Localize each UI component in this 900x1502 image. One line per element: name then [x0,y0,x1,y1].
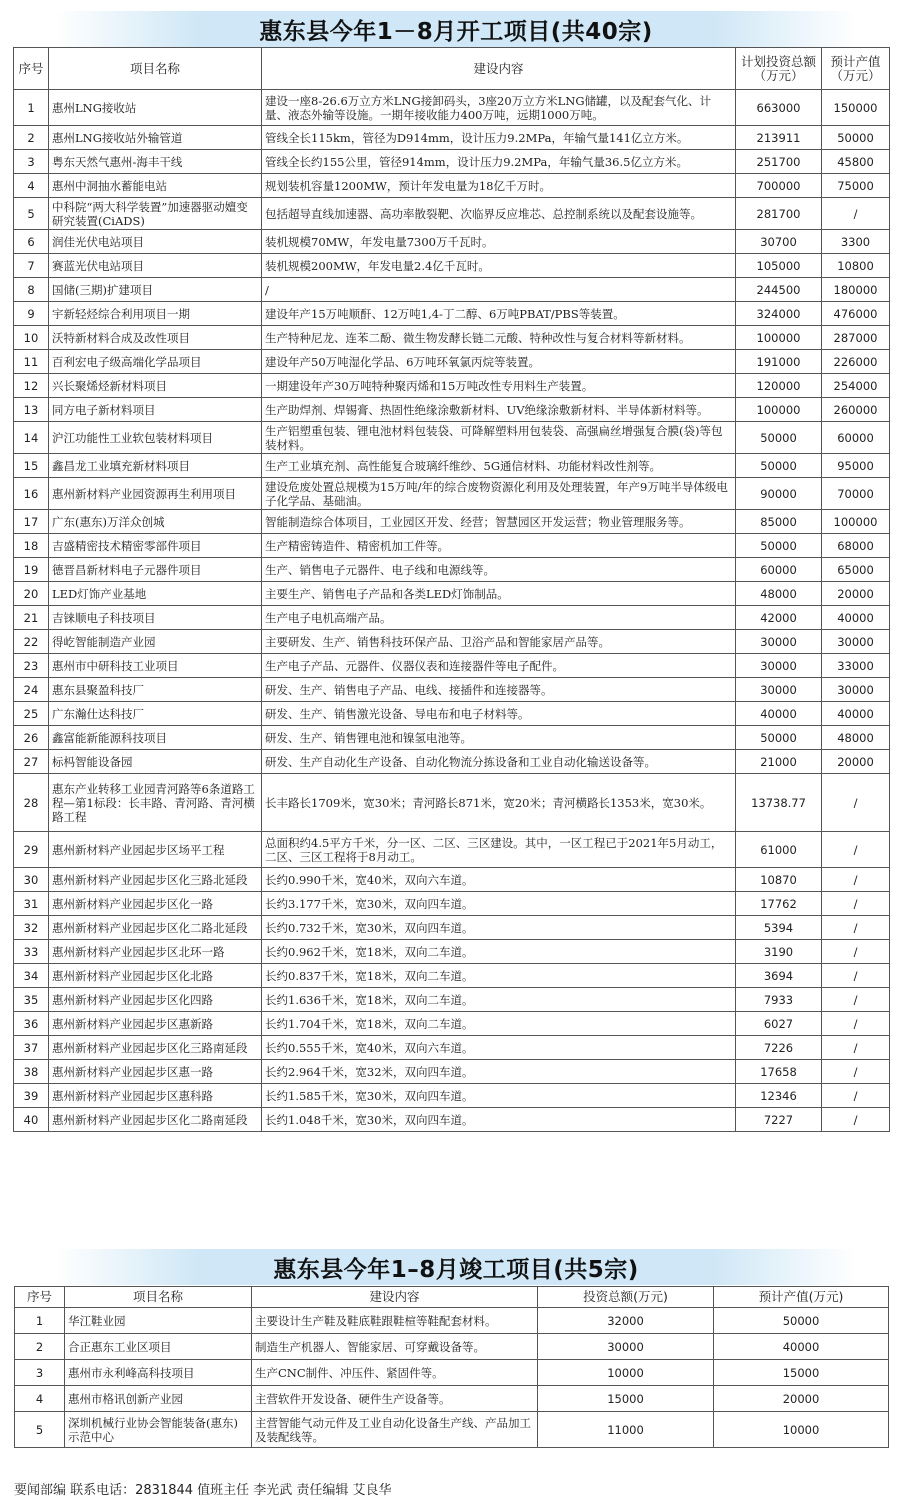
construction-content: 生产电子电机高端产品。 [262,606,736,630]
investment-value: 10870 [736,868,822,892]
construction-content: 总面积约4.5平方千米，分一区、二区、三区建设。其中，一区工程已于2021年5月动工，二区、三区工程将于8月动工。 [262,832,736,868]
output-value: 70000 [822,478,890,510]
investment-value: 10000 [538,1360,714,1386]
row-number: 20 [14,582,49,606]
construction-content: 主营软件开发设备、硬件生产设备等。 [252,1386,538,1412]
row-number: 13 [14,398,49,422]
table-row [14,422,890,454]
row-number: 5 [15,1412,65,1448]
table-row [14,868,890,892]
header-output: 预计产值(万元) [714,1287,889,1308]
output-value: / [822,940,890,964]
project-name: 国储(三期)扩建项目 [49,278,262,302]
project-name: 惠州新材料产业园起步区场平工程 [49,832,262,868]
section2-title: 惠东县今年1–8月竣工项目(共5宗) [273,1256,639,1283]
row-number: 2 [14,126,49,150]
investment-value: 13738.77 [736,774,822,832]
project-name: 惠州新材料产业园起步区化四路 [49,988,262,1012]
construction-content: 长约1.048千米，宽30米，双向四车道。 [262,1108,736,1132]
construction-content: 长约1.704千米，宽18米，双向二车道。 [262,1012,736,1036]
row-number: 11 [14,350,49,374]
construction-content: 生产工业填充剂、高性能复合玻璃纤维纱、5G通信材料、功能材料改性剂等。 [262,454,736,478]
investment-value: 7226 [736,1036,822,1060]
project-name: 鑫富能新能源科技项目 [49,726,262,750]
row-number: 35 [14,988,49,1012]
output-value: / [822,988,890,1012]
table-row [14,302,890,326]
output-value: / [822,1036,890,1060]
construction-content: 制造生产机器人、智能家居、可穿戴设备等。 [252,1334,538,1360]
investment-value: 12346 [736,1084,822,1108]
project-name: 惠东产业转移工业园青河路等6条道路工程—第1标段：长丰路、青河路、青河横路工程 [49,774,262,832]
project-name: 标杩智能设备园 [49,750,262,774]
section2-title-banner [56,1249,856,1285]
investment-value: 100000 [736,398,822,422]
table-row [14,198,890,230]
output-value: / [822,1084,890,1108]
construction-content: 生产特种尼龙、连苯二酚、微生物发酵长链二元酸、特种改性与复合材料等新材料。 [262,326,736,350]
row-number: 16 [14,478,49,510]
project-name: 惠州新材料产业园起步区惠一路 [49,1060,262,1084]
investment-value: 15000 [538,1386,714,1412]
project-name: 惠州新材料产业园起步区化二路北延段 [49,916,262,940]
output-value: / [822,964,890,988]
construction-content: 长约1.636千米，宽18米，双向二车道。 [262,988,736,1012]
row-number: 10 [14,326,49,350]
table-row [14,892,890,916]
table-row [14,254,890,278]
row-number: 34 [14,964,49,988]
investment-value: 32000 [538,1308,714,1334]
investment-value: 30000 [538,1334,714,1360]
row-number: 14 [14,422,49,454]
project-name: 惠州新材料产业园起步区北环一路 [49,940,262,964]
row-number: 29 [14,832,49,868]
project-name: 合正惠东工业区项目 [65,1334,252,1360]
table-row [14,174,890,198]
table-row [14,510,890,534]
output-value: 75000 [822,174,890,198]
row-number: 30 [14,868,49,892]
project-name: 惠州市永利峰高科技项目 [65,1360,252,1386]
table-row [14,454,890,478]
construction-content: 生产助焊剂、焊锡膏、热固性绝缘涂敷新材料、UV绝缘涂敷新材料、半导体新材料等。 [262,398,736,422]
project-name: 惠州市格讯创新产业园 [65,1386,252,1412]
output-value: 40000 [822,606,890,630]
construction-content: 长约0.962千米，宽18米，双向二车道。 [262,940,736,964]
investment-value: 30700 [736,230,822,254]
output-value: 65000 [822,558,890,582]
table-row [14,478,890,510]
output-value: / [822,1060,890,1084]
investment-value: 40000 [736,702,822,726]
row-number: 24 [14,678,49,702]
output-value: 226000 [822,350,890,374]
project-name: 惠州新材料产业园起步区化一路 [49,892,262,916]
table-row [14,582,890,606]
row-number: 15 [14,454,49,478]
construction-content: 建设一座8-26.6万立方米LNG接卸码头，3座20万立方米LNG储罐，以及配套气化、计量、液态外输等设施。一期年接收能力400万吨，远期1000万吨。 [262,90,736,126]
output-value: 15000 [714,1360,889,1386]
table-row [14,1060,890,1084]
table-row [14,398,890,422]
header-invest: 投资总额(万元) [538,1287,714,1308]
construction-content: 智能制造综合体项目，工业园区开发、经营；智慧园区开发运营；物业管理服务等。 [262,510,736,534]
output-value: / [822,198,890,230]
table-row [14,630,890,654]
output-value: / [822,868,890,892]
construction-content: 研发、生产、销售电子产品、电线、接插件和连接器等。 [262,678,736,702]
table-row [14,1012,890,1036]
table-row [15,1308,889,1334]
row-number: 9 [14,302,49,326]
project-name: 同方电子新材料项目 [49,398,262,422]
construction-content: 管线全长约155公里，管径914mm，设计压力9.2MPa，年输气量36.5亿立方米。 [262,150,736,174]
table-row [14,606,890,630]
project-name: 惠州新材料产业园起步区惠科路 [49,1084,262,1108]
construction-content: 研发、生产、销售锂电池和镍氢电池等。 [262,726,736,750]
table-row [14,750,890,774]
row-number: 28 [14,774,49,832]
investment-value: 3190 [736,940,822,964]
construction-content: 主营智能气动元件及工业自动化设备生产线、产品加工及装配线等。 [252,1412,538,1448]
row-number: 26 [14,726,49,750]
investment-value: 6027 [736,1012,822,1036]
row-number: 22 [14,630,49,654]
table-row [14,350,890,374]
construction-content: 长约1.585千米，宽30米，双向四车道。 [262,1084,736,1108]
table-row [14,1084,890,1108]
table-header-row [15,1287,889,1308]
table-row [15,1334,889,1360]
investment-value: 213911 [736,126,822,150]
project-name: 粤东天然气惠州-海丰干线 [49,150,262,174]
investment-value: 30000 [736,630,822,654]
construction-content: 主要设计生产鞋及鞋底鞋跟鞋楦等鞋配套材料。 [252,1308,538,1334]
row-number: 6 [14,230,49,254]
row-number: 39 [14,1084,49,1108]
row-number: 31 [14,892,49,916]
project-name: 德晋昌新材料电子元器件项目 [49,558,262,582]
output-value: 260000 [822,398,890,422]
investment-value: 85000 [736,510,822,534]
table-row [14,534,890,558]
construction-content: 一期建设年产30万吨特种聚丙烯和15万吨改性专用料生产装置。 [262,374,736,398]
row-number: 8 [14,278,49,302]
row-number: 4 [14,174,49,198]
investment-value: 191000 [736,350,822,374]
row-number: 38 [14,1060,49,1084]
started-projects-table [13,47,890,1132]
investment-value: 7227 [736,1108,822,1132]
row-number: 23 [14,654,49,678]
output-value: 3300 [822,230,890,254]
table-row [14,702,890,726]
output-value: 30000 [822,678,890,702]
output-value: / [822,1108,890,1132]
table-row [14,326,890,350]
table-row [14,126,890,150]
construction-content: 研发、生产自动化生产设备、自动化物流分拣设备和工业自动化输送设备等。 [262,750,736,774]
construction-content: 生产铝塑重包装、锂电池材料包装袋、可降解塑料用包装袋、高强扁丝增强复合膜(袋)等包装材料。 [262,422,736,454]
investment-value: 50000 [736,454,822,478]
output-value: 20000 [714,1386,889,1412]
project-name: 惠州中洞抽水蓄能电站 [49,174,262,198]
table-row [14,916,890,940]
table-row [14,726,890,750]
completed-projects-table [14,1286,889,1448]
construction-content: 长约0.990千米，宽40米，双向六车道。 [262,868,736,892]
output-value: 100000 [822,510,890,534]
investment-value: 50000 [736,422,822,454]
row-number: 7 [14,254,49,278]
output-value: 180000 [822,278,890,302]
construction-content: 装机规模70MW，年发电量7300万千瓦时。 [262,230,736,254]
row-number: 37 [14,1036,49,1060]
investment-value: 60000 [736,558,822,582]
row-number: 17 [14,510,49,534]
row-number: 1 [14,90,49,126]
header-output: 预计产值（万元） [822,48,890,90]
output-value: 20000 [822,750,890,774]
construction-content: 生产CNC制件、冲压件、紧固件等。 [252,1360,538,1386]
construction-content: 包括超导直线加速器、高功率散裂靶、次临界反应堆芯、总控制系统以及配套设施等。 [262,198,736,230]
project-name: 华江鞋业园 [65,1308,252,1334]
output-value: 287000 [822,326,890,350]
row-number: 40 [14,1108,49,1132]
header-content: 建设内容 [252,1287,538,1308]
construction-content: 研发、生产、销售激光设备、导电布和电子材料等。 [262,702,736,726]
project-name: 鑫昌龙工业填充新材料项目 [49,454,262,478]
investment-value: 50000 [736,726,822,750]
project-name: 中科院“两大科学装置”加速器驱动嬗变研究装置(CiADS) [49,198,262,230]
construction-content: 长约2.964千米，宽32米，双向四车道。 [262,1060,736,1084]
investment-value: 3694 [736,964,822,988]
investment-value: 17658 [736,1060,822,1084]
construction-content: / [262,278,736,302]
output-value: 50000 [714,1308,889,1334]
table-row [14,654,890,678]
output-value: 10800 [822,254,890,278]
project-name: 深圳机械行业协会智能装备(惠东)示范中心 [65,1412,252,1448]
project-name: 惠州新材料产业园起步区化三路南延段 [49,1036,262,1060]
project-name: 广东瀚仕达科技厂 [49,702,262,726]
investment-value: 663000 [736,90,822,126]
table-row [14,278,890,302]
investment-value: 30000 [736,654,822,678]
header-name: 项目名称 [65,1287,252,1308]
construction-content: 建设年产15万吨顺酐、12万吨1,4-丁二醇、6万吨PBAT/PBS等装置。 [262,302,736,326]
construction-content: 长约0.555千米，宽40米，双向六车道。 [262,1036,736,1060]
construction-content: 长约0.837千米，宽18米，双向二车道。 [262,964,736,988]
construction-content: 长约0.732千米，宽30米，双向四车道。 [262,916,736,940]
output-value: 10000 [714,1412,889,1448]
row-number: 1 [15,1308,65,1334]
investment-value: 244500 [736,278,822,302]
project-name: 沃特新材料合成及改性项目 [49,326,262,350]
project-name: 润佳光伏电站项目 [49,230,262,254]
construction-content: 规划装机容量1200MW，预计年发电量为18亿千万时。 [262,174,736,198]
row-number: 32 [14,916,49,940]
construction-content: 装机规模200MW，年发电量2.4亿千瓦时。 [262,254,736,278]
investment-value: 7933 [736,988,822,1012]
output-value: 20000 [822,582,890,606]
project-name: 惠州市中研科技工业项目 [49,654,262,678]
investment-value: 5394 [736,916,822,940]
construction-content: 管线全长115km，管径为D914mm，设计压力9.2MPa，年输气量141亿立方米。 [262,126,736,150]
section1-title: 惠东县今年1－8月开工项目(共40宗) [259,18,653,45]
output-value: / [822,892,890,916]
investment-value: 324000 [736,302,822,326]
project-name: 惠州新材料产业园起步区化二路南延段 [49,1108,262,1132]
investment-value: 11000 [538,1412,714,1448]
table-row [14,940,890,964]
project-name: 惠州新材料产业园资源再生利用项目 [49,478,262,510]
section1-title-banner [56,11,856,47]
output-value: 50000 [822,126,890,150]
table-row [14,90,890,126]
project-name: 沪江功能性工业软包装材料项目 [49,422,262,454]
row-number: 5 [14,198,49,230]
investment-value: 100000 [736,326,822,350]
construction-content: 长丰路长1709米，宽30米；青河路长871米，宽20米；青河横路长1353米，宽30米。 [262,774,736,832]
header-name: 项目名称 [49,48,262,90]
table-row [14,964,890,988]
header-invest: 计划投资总额（万元） [736,48,822,90]
output-value: / [822,916,890,940]
output-value: 254000 [822,374,890,398]
output-value: 40000 [714,1334,889,1360]
row-number: 21 [14,606,49,630]
row-number: 27 [14,750,49,774]
project-name: 惠州新材料产业园起步区化三路北延段 [49,868,262,892]
table-header-row [14,48,890,90]
investment-value: 48000 [736,582,822,606]
output-value: / [822,774,890,832]
output-value: 476000 [822,302,890,326]
project-name: 百利宏电子级高端化学品项目 [49,350,262,374]
row-number: 33 [14,940,49,964]
construction-content: 长约3.177千米，宽30米，双向四车道。 [262,892,736,916]
row-number: 19 [14,558,49,582]
table-row [14,832,890,868]
output-value: 33000 [822,654,890,678]
footer-credits: 要闻部编 联系电话：2831844 值班主任 李光武 责任编辑 艾良华 [14,1483,392,1498]
investment-value: 50000 [736,534,822,558]
project-name: 惠州新材料产业园起步区惠新路 [49,1012,262,1036]
header-content: 建设内容 [262,48,736,90]
investment-value: 21000 [736,750,822,774]
investment-value: 90000 [736,478,822,510]
investment-value: 105000 [736,254,822,278]
investment-value: 700000 [736,174,822,198]
table-row [14,988,890,1012]
row-number: 25 [14,702,49,726]
output-value: / [822,1012,890,1036]
project-name: 惠州新材料产业园起步区化北路 [49,964,262,988]
table-row [14,558,890,582]
construction-content: 生产、销售电子元器件、电子线和电源线等。 [262,558,736,582]
construction-content: 生产精密铸造件、精密机加工件等。 [262,534,736,558]
project-name: 兴长聚烯烃新材料项目 [49,374,262,398]
output-value: 68000 [822,534,890,558]
output-value: 48000 [822,726,890,750]
output-value: / [822,832,890,868]
row-number: 12 [14,374,49,398]
table-row [14,150,890,174]
row-number: 3 [14,150,49,174]
project-name: 惠州LNG接收站外输管道 [49,126,262,150]
investment-value: 251700 [736,150,822,174]
output-value: 150000 [822,90,890,126]
construction-content: 主要生产、销售电子产品和各类LED灯饰制品。 [262,582,736,606]
project-name: LED灯饰产业基地 [49,582,262,606]
project-name: 惠州LNG接收站 [49,90,262,126]
project-name: 吉铼顺电子科技项目 [49,606,262,630]
project-name: 赛蓝光伏电站项目 [49,254,262,278]
row-number: 4 [15,1386,65,1412]
table-row [14,1036,890,1060]
output-value: 95000 [822,454,890,478]
table-row [14,678,890,702]
table-row [14,230,890,254]
table-row [14,374,890,398]
output-value: 60000 [822,422,890,454]
investment-value: 17762 [736,892,822,916]
project-name: 惠东县聚盈科技厂 [49,678,262,702]
project-name: 吉盛精密技术精密零部件项目 [49,534,262,558]
project-name: 得屹智能制造产业园 [49,630,262,654]
table-row [15,1360,889,1386]
construction-content: 建设年产50万吨湿化学品、6万吨环氧氯丙烷等装置。 [262,350,736,374]
investment-value: 30000 [736,678,822,702]
investment-value: 281700 [736,198,822,230]
investment-value: 120000 [736,374,822,398]
header-no: 序号 [14,48,49,90]
project-name: 宇新轻烃综合利用项目一期 [49,302,262,326]
row-number: 2 [15,1334,65,1360]
investment-value: 61000 [736,832,822,868]
output-value: 45800 [822,150,890,174]
table-row [15,1412,889,1448]
table-row [15,1386,889,1412]
table-row [14,1108,890,1132]
investment-value: 42000 [736,606,822,630]
construction-content: 主要研发、生产、销售科技环保产品、卫浴产品和智能家居产品等。 [262,630,736,654]
construction-content: 生产电子产品、元器件、仪器仪表和连接器件等电子配件。 [262,654,736,678]
table-row [14,774,890,832]
output-value: 30000 [822,630,890,654]
construction-content: 建设危废处置总规模为15万吨/年的综合废物资源化利用及处理装置，年产9万吨半导体级电子化学品、基础油。 [262,478,736,510]
output-value: 40000 [822,702,890,726]
row-number: 3 [15,1360,65,1386]
row-number: 18 [14,534,49,558]
row-number: 36 [14,1012,49,1036]
header-no: 序号 [15,1287,65,1308]
project-name: 广东(惠东)万洋众创城 [49,510,262,534]
